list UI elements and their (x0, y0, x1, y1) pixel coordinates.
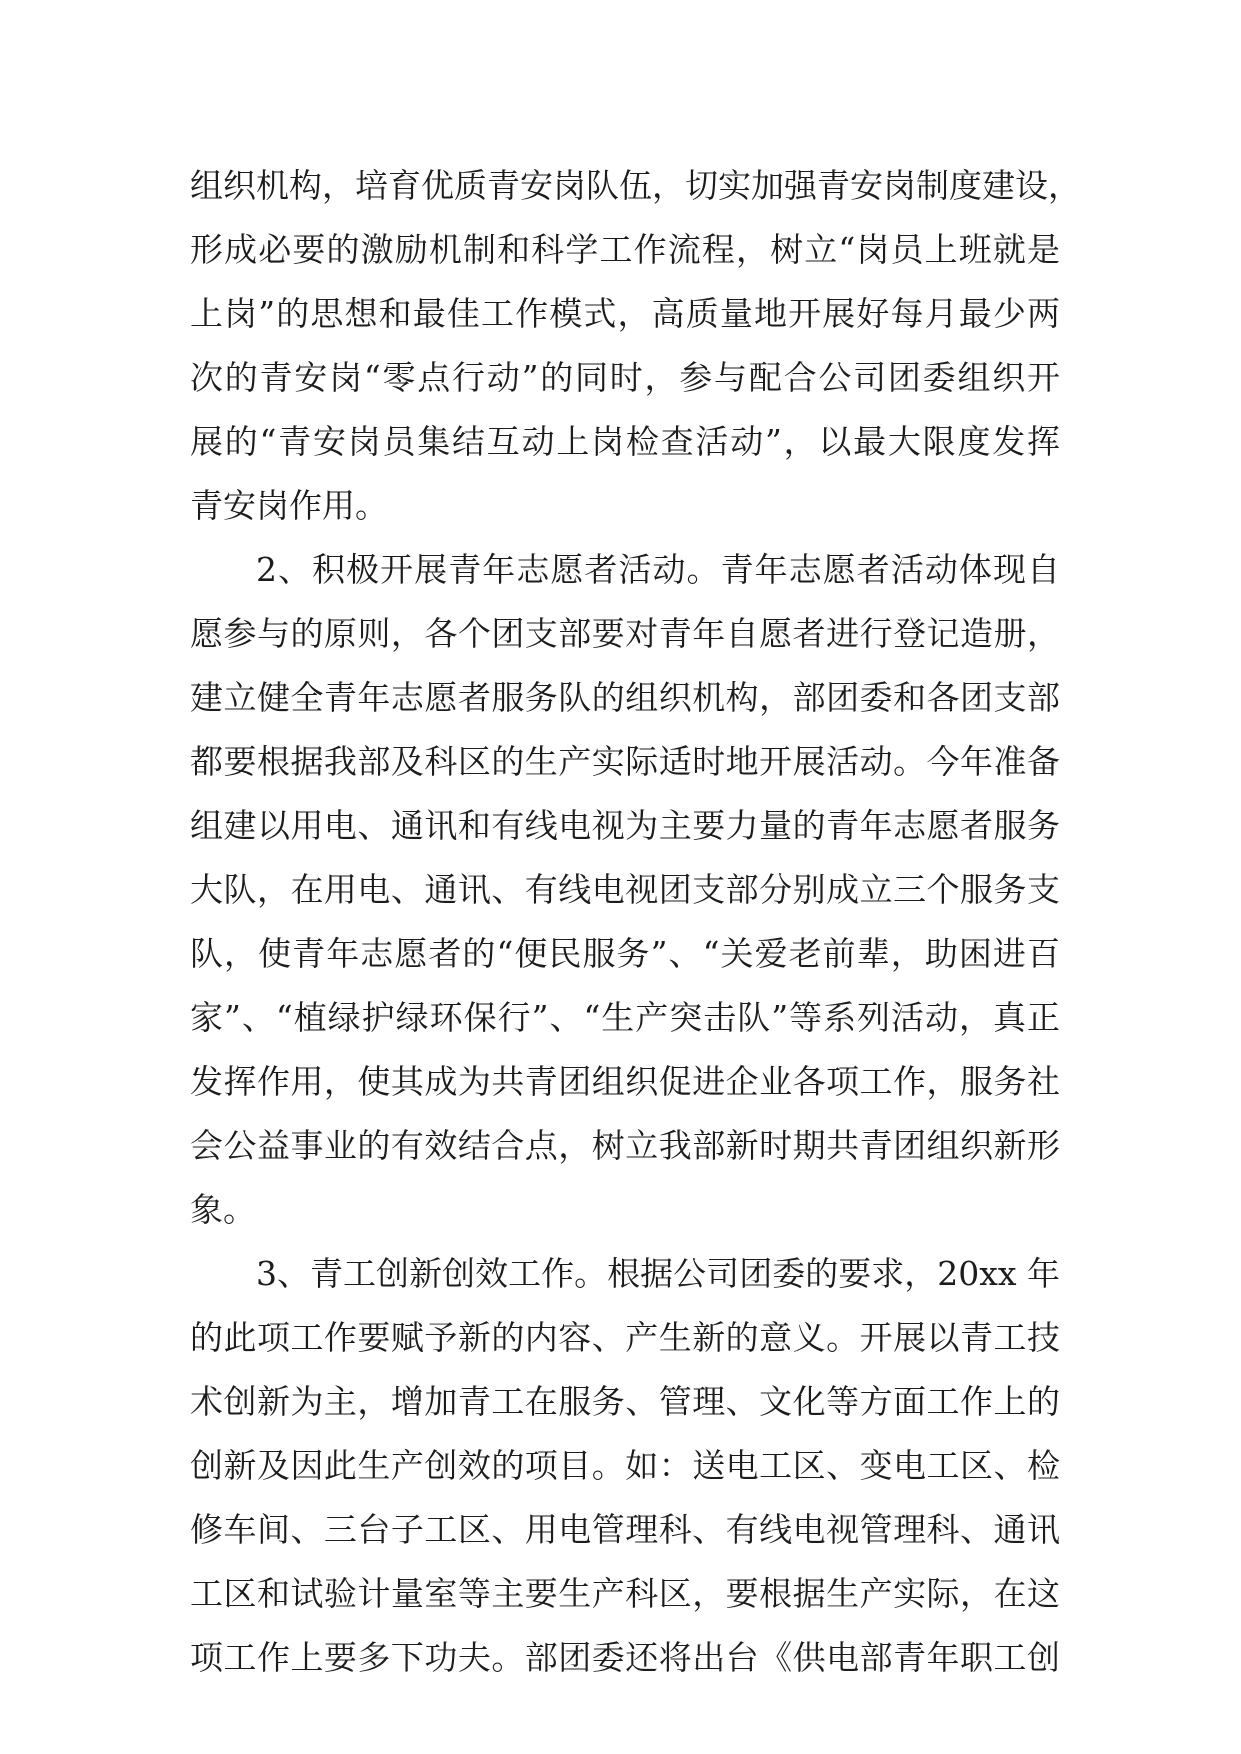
text-line: 发挥作用，使其成为共青团组织促进企业各项工作，服务社 (190, 1062, 1060, 1101)
text-line: 家”、“植绿护绿环保行”、“生产突击队”等系列活动，真正 (190, 998, 1060, 1037)
text-line: 会公益事业的有效结合点，树立我部新时期共青团组织新形 (190, 1126, 1060, 1165)
text-line: 大队，在用电、通讯、有线电视团支部分别成立三个服务支 (190, 870, 1060, 909)
document-body (190, 154, 1081, 1690)
text-line: 愿参与的原则，各个团支部要对青年自愿者进行登记造册， (190, 614, 1060, 653)
text-line: 项工作上要多下功夫。部团委还将出台《供电部青年职工创 (190, 1638, 1060, 1677)
text-line: 组建以用电、通讯和有线电视为主要力量的青年志愿者服务 (190, 806, 1060, 845)
text-line: 次的青安岗“零点行动”的同时，参与配合公司团委组织开 (190, 358, 1060, 397)
text-line: 形成必要的激励机制和科学工作流程，树立“岗员上班就是 (190, 230, 1060, 269)
text-line: 创新及因此生产创效的项目。如：送电工区、变电工区、检 (190, 1446, 1060, 1485)
text-line: 组织机构，培育优质青安岗队伍，切实加强青安岗制度建设， (190, 166, 1081, 205)
text-line: 上岗”的思想和最佳工作模式，高质量地开展好每月最少两 (190, 294, 1060, 333)
text-line: 工区和试验计量室等主要生产科区，要根据生产实际，在这 (190, 1574, 1060, 1613)
text-line: 象。 (190, 1190, 256, 1229)
paragraph-first-line: 3、青工创新创效工作。根据公司团委的要求，20xx 年 (256, 1254, 1060, 1293)
text-line: 展的“青安岗员集结互动上岗检查活动”，以最大限度发挥 (190, 422, 1060, 461)
text-line: 建立健全青年志愿者服务队的组织机构，部团委和各团支部 (190, 678, 1060, 717)
text-line: 修车间、三台子工区、用电管理科、有线电视管理科、通讯 (190, 1510, 1060, 1549)
text-line: 都要根据我部及科区的生产实际适时地开展活动。今年准备 (190, 742, 1060, 781)
text-line: 队，使青年志愿者的“便民服务”、“关爱老前辈，助困进百 (190, 934, 1060, 973)
text-line: 术创新为主，增加青工在服务、管理、文化等方面工作上的 (190, 1382, 1060, 1421)
text-line: 青安岗作用。 (190, 486, 388, 525)
paragraph-first-line: 2、积极开展青年志愿者活动。青年志愿者活动体现自 (256, 550, 1060, 589)
text-line: 的此项工作要赋予新的内容、产生新的意义。开展以青工技 (190, 1318, 1060, 1357)
